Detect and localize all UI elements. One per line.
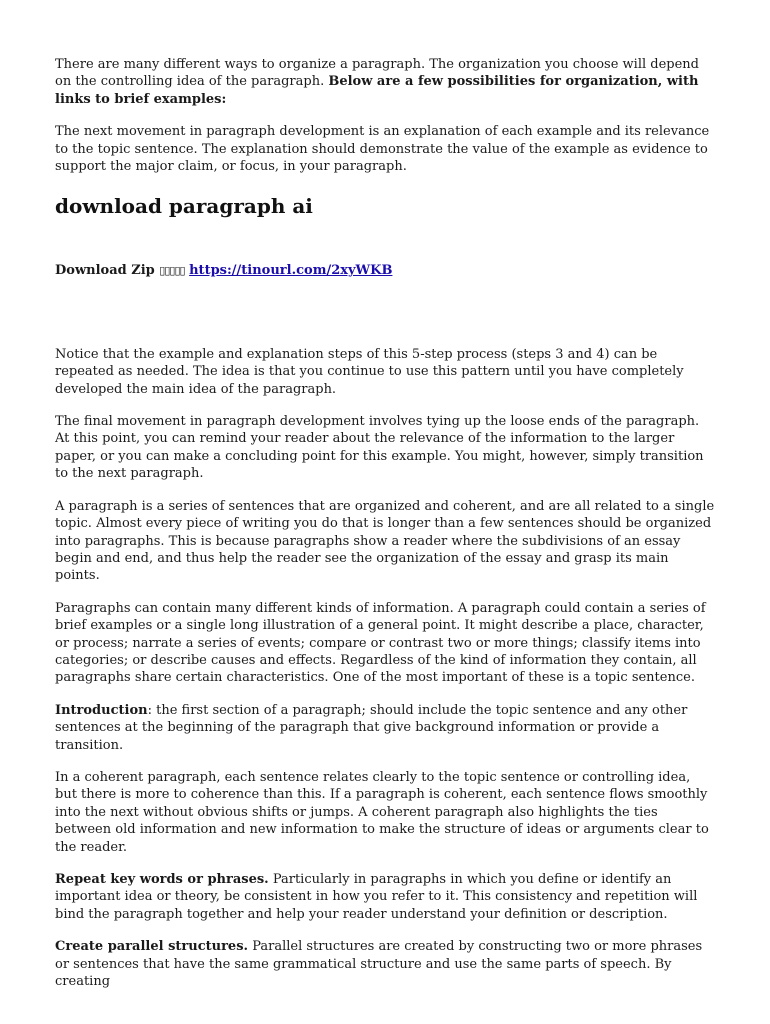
download-link[interactable]: https://tinourl.com/2xyWKB (189, 263, 393, 279)
parallel-text: Parallel structures are created by constructing two or more phrases or sentences that have the same grammatical structure and use the same parts of speech. By creating (55, 939, 703, 990)
coherent-paragraph: In a coherent paragraph, each sentence relates clearly to the topic sentence or controlling idea, but there is more to coherence than this. If a paragraph is coherent, each sentence flows smoothly into the next without obvious shifts or jumps. A coherent paragraph also highlights the ties between old information and new information to make the structure of ideas or arguments clear to the reader. (55, 769, 709, 855)
intro-text: There are many different ways to organize a paragraph. The organization you choose will depend on the controlling idea of the paragraph. (55, 57, 699, 90)
intro-bold-text: Below are a few possibilities for organization, with links to brief examples: (55, 74, 699, 107)
repeat-term: Repeat key words or phrases. (55, 872, 269, 887)
final-movement-paragraph: The final movement in paragraph development involves tying up the loose ends of the paragraph. At this point, you can remind your reader about the relevance of the information to the larger paper, or you can make a concluding point for this example. You might, however, simply transition to the next paragraph. (55, 414, 704, 482)
introduction-text: : the first section of a paragraph; should include the topic sentence and any other sentences at the beginning of the paragraph that give background information or provide a transition. (55, 702, 688, 753)
introduction-term: Introduction (55, 702, 148, 718)
repeat-text: Particularly in paragraphs in which you define or identify an important idea or theory, be consistent in how you refer to it. This consistency and repetition will bind the paragraph together and help your reader understand your definition or description. (55, 872, 698, 922)
repeat-paragraph (55, 871, 715, 923)
page-title: download paragraph ai (55, 194, 313, 219)
introduction-paragraph (55, 702, 715, 754)
movement-paragraph: The next movement in paragraph development is an explanation of each example and its relevance to the topic sentence. The explanation should demonstrate the value of the example as evidence to support the major claim, or focus, in your paragraph. (55, 124, 710, 175)
download-label: Download Zip (55, 263, 155, 279)
document-page (55, 56, 715, 1005)
parallel-term: Create parallel structures. (55, 939, 249, 955)
download-line (55, 262, 715, 279)
intro-paragraph (55, 56, 715, 108)
placeholder-glyphs: ▯▯▯▯▯ (159, 264, 185, 278)
notice-paragraph: Notice that the example and explanation steps of this 5-step process (steps 3 and 4) can be repeated as needed. The idea is that you continue to use this pattern until you have completely developed the main idea of the paragraph. (55, 346, 684, 397)
kinds-paragraph: Paragraphs can contain many different kinds of information. A paragraph could contain a series of brief examples or a single long illustration of a general point. It might describe a place, character, or process; narrate a series of events; compare or contrast two or more things; classify items into categories; or describe causes and effects. Regardless of the kind of information they contain, all paragraphs share certain characteristics. One of the most important of these is a topic sentence. (55, 600, 706, 686)
parallel-paragraph (55, 938, 715, 990)
series-paragraph: A paragraph is a series of sentences that are organized and coherent, and are all related to a single topic. Almost every piece of writing you do that is longer than a few sentences should be organized into paragraphs. This is because paragraphs show a reader where the subdivisions of an essay begin and end, and thus help the reader see the organization of the essay and grasp its main points. (55, 498, 715, 584)
